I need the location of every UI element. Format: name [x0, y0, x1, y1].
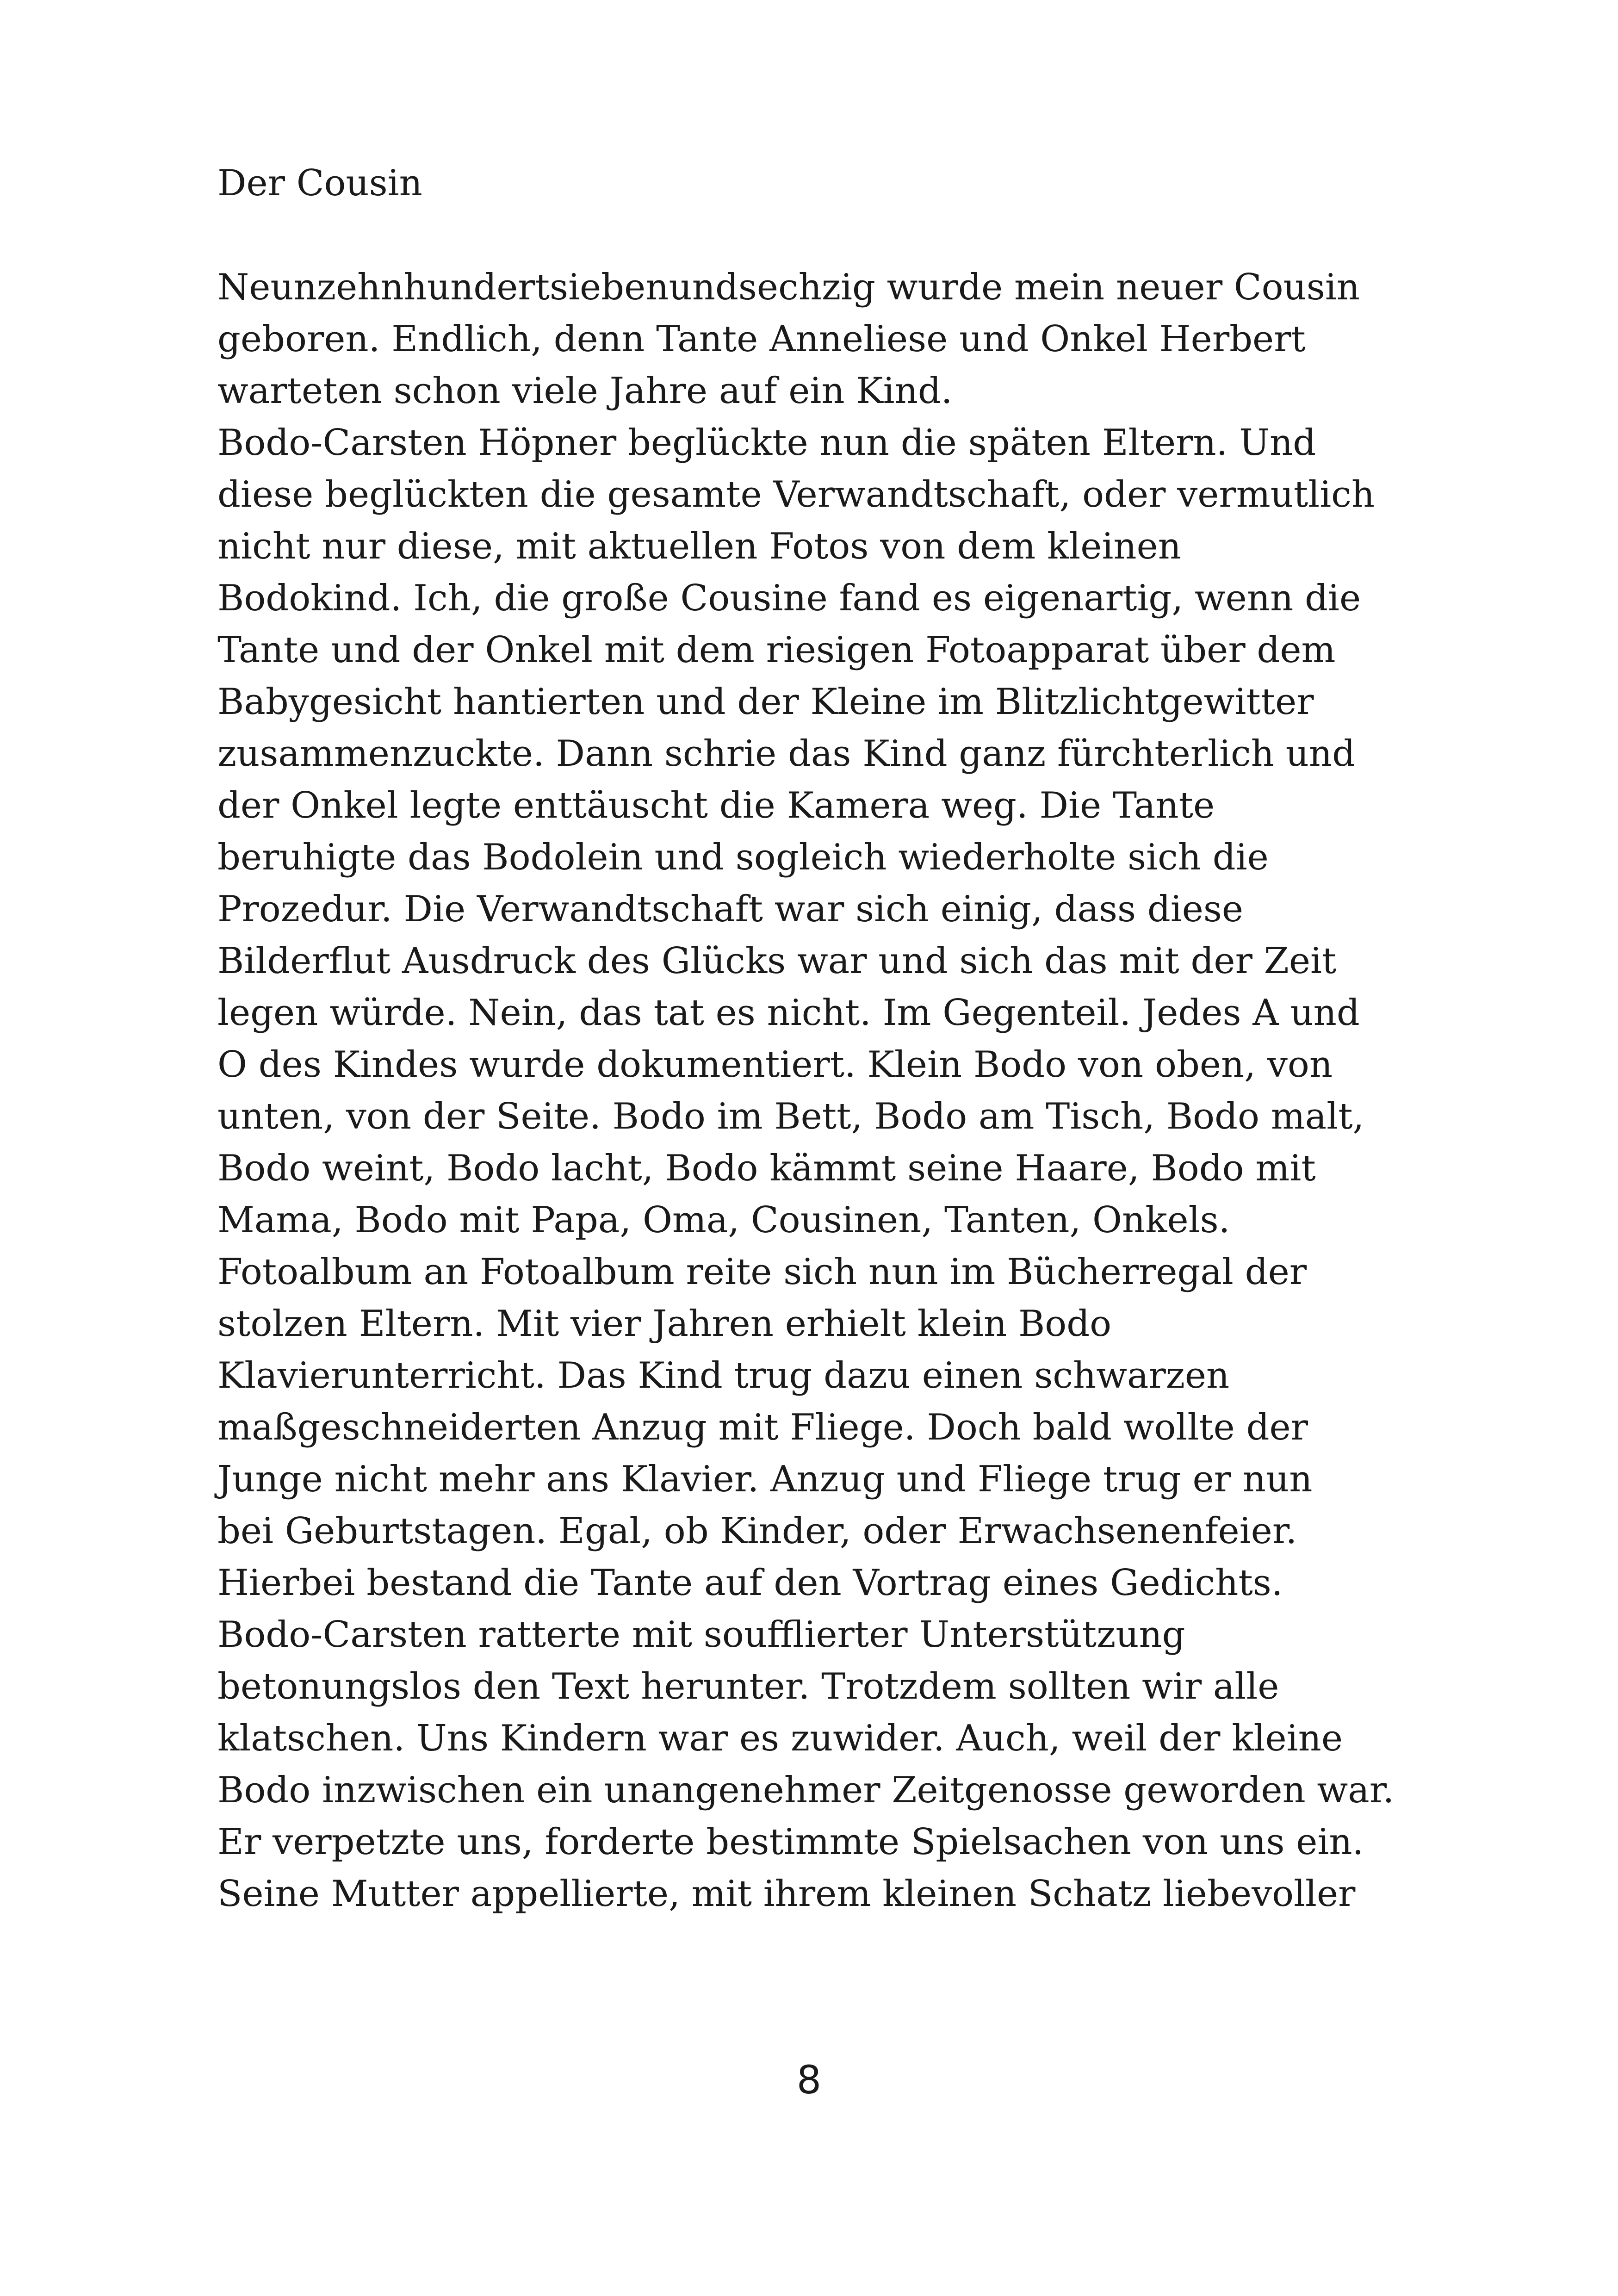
text-line: Tante und der Onkel mit dem riesigen Fotoapparat über dem: [217, 629, 1336, 671]
text-line: Mama, Bodo mit Papa, Oma, Cousinen, Tanten, Onkels.: [217, 1199, 1230, 1241]
text-line: Bilderflut Ausdruck des Glücks war und sich das mit der Zeit: [217, 940, 1337, 982]
text-line: unten, von der Seite. Bodo im Bett, Bodo am Tisch, Bodo malt,: [217, 1096, 1364, 1137]
text-line: Bodo-Carsten Höpner beglückte nun die späten Eltern. Und: [217, 422, 1316, 464]
text-line: warteten schon viele Jahre auf ein Kind.: [217, 370, 953, 412]
text-line: nicht nur diese, mit aktuellen Fotos von dem kleinen: [217, 526, 1182, 567]
text-line: Bodo inzwischen ein unangenehmer Zeitgenosse geworden war.: [217, 1769, 1395, 1811]
body-text: [217, 261, 1467, 1920]
text-line: Prozedur. Die Verwandtschaft war sich einig, dass diese: [217, 888, 1244, 930]
text-line: stolzen Eltern. Mit vier Jahren erhielt klein Bodo: [217, 1303, 1112, 1345]
text-line: betonungslos den Text herunter. Trotzdem sollten wir alle: [217, 1666, 1279, 1707]
text-line: beruhigte das Bodolein und sogleich wiederholte sich die: [217, 837, 1269, 878]
text-line: klatschen. Uns Kindern war es zuwider. Auch, weil der kleine: [217, 1718, 1343, 1759]
text-line: zusammenzuckte. Dann schrie das Kind ganz fürchterlich und: [217, 733, 1356, 775]
text-line: Seine Mutter appellierte, mit ihrem kleinen Schatz liebevoller: [217, 1873, 1356, 1915]
text-line: Babygesicht hantierten und der Kleine im Blitzlichtgewitter: [217, 681, 1314, 723]
text-line: Bodo-Carsten ratterte mit soufflierter Unterstützung: [217, 1614, 1185, 1656]
text-line: O des Kindes wurde dokumentiert. Klein Bodo von oben, von: [217, 1044, 1333, 1086]
text-line: Hierbei bestand die Tante auf den Vortrag eines Gedichts.: [217, 1562, 1283, 1604]
text-line: Er verpetzte uns, forderte bestimmte Spielsachen von uns ein.: [217, 1821, 1364, 1863]
text-line: legen würde. Nein, das tat es nicht. Im Gegenteil. Jedes A und: [217, 992, 1360, 1034]
text-line: diese beglückten die gesamte Verwandtschaft, oder vermutlich: [217, 474, 1375, 515]
text-line: Klavierunterricht. Das Kind trug dazu einen schwarzen: [217, 1355, 1230, 1396]
page-number: 8: [796, 2057, 822, 2103]
text-line: Bodokind. Ich, die große Cousine fand es eigenartig, wenn die: [217, 577, 1361, 619]
document-title: Der Cousin: [217, 162, 422, 204]
text-line: der Onkel legte enttäuscht die Kamera weg. Die Tante: [217, 785, 1215, 826]
text-line: Fotoalbum an Fotoalbum reite sich nun im Bücherregal der: [217, 1251, 1307, 1293]
text-line: Bodo weint, Bodo lacht, Bodo kämmt seine Haare, Bodo mit: [217, 1148, 1316, 1189]
text-line: Neunzehnhundertsiebenundsechzig wurde mein neuer Cousin: [217, 267, 1360, 308]
text-line: Junge nicht mehr ans Klavier. Anzug und Fliege trug er nun: [217, 1458, 1313, 1500]
text-line: maßgeschneiderten Anzug mit Fliege. Doch bald wollte der: [217, 1407, 1308, 1448]
text-line: bei Geburtstagen. Egal, ob Kinder, oder Erwachsenenfeier.: [217, 1510, 1297, 1552]
text-line: geboren. Endlich, denn Tante Anneliese und Onkel Herbert: [217, 318, 1306, 360]
